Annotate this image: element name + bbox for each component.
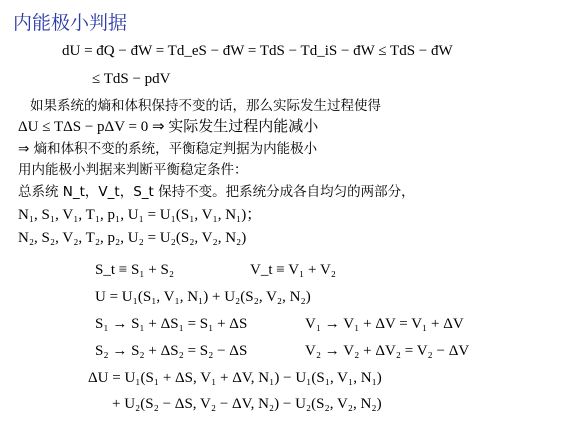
- equation-v2-shift: V₂ → V₂ + ΔV₂ = V₂ − ΔV: [305, 343, 470, 359]
- equation-vt: V_t ≡ V₁ + V₂: [250, 262, 337, 278]
- equation-du-bound: ≤ TdS − pdV: [92, 71, 171, 87]
- text-inequality: ΔU ≤ TΔS − pΔV = 0 ⇒ 实际发生过程内能减小: [18, 119, 319, 135]
- equation-du-chain: dU = đQ − đW = Td_eS − đW = TdS − Td_iS − đW ≤ TdS − đW: [62, 43, 453, 59]
- equation-u-sum: U = U₁(S₁, V₁, N₁) + U₂(S₂, V₂, N₂): [95, 289, 311, 305]
- equation-v1-shift: V₁ → V₁ + ΔV = V₁ + ΔV: [305, 316, 464, 332]
- slide-title: 内能极小判据: [13, 12, 128, 34]
- text-system: 总系统 N_t，V_t，S_t 保持不变。把系统分成各自均匀的两部分，: [18, 184, 415, 200]
- equation-st: S_t ≡ S₁ + S₂: [95, 262, 175, 278]
- equation-s2-shift: S₂ → S₂ + ΔS₂ = S₂ − ΔS: [95, 343, 248, 359]
- text-method: 用内能极小判据来判断平衡稳定条件：: [18, 162, 248, 178]
- text-conclusion: ⇒ 熵和体积不变的系统，平衡稳定判据为内能极小: [18, 141, 318, 157]
- equation-delta-u: ΔU = U₁(S₁ + ΔS, V₁ + ΔV, N₁) − U₁(S₁, V₁, N₁): [88, 370, 382, 386]
- equation-delta-u-cont: + U₂(S₂ − ΔS, V₂ − ΔV, N₂) − U₂(S₂, V₂, N₂): [112, 396, 382, 412]
- equation-part2: N₂, S₂, V₂, T₂, p₂, U₂ = U₂(S₂, V₂, N₂): [18, 230, 247, 246]
- equation-s1-shift: S₁ → S₁ + ΔS₁ = S₁ + ΔS: [95, 316, 248, 332]
- text-condition: 如果系统的熵和体积保持不变的话，那么实际发生过程使得: [30, 98, 381, 114]
- equation-part1: N₁, S₁, V₁, T₁, p₁, U₁ = U₁(S₁, V₁, N₁)；: [18, 207, 262, 223]
